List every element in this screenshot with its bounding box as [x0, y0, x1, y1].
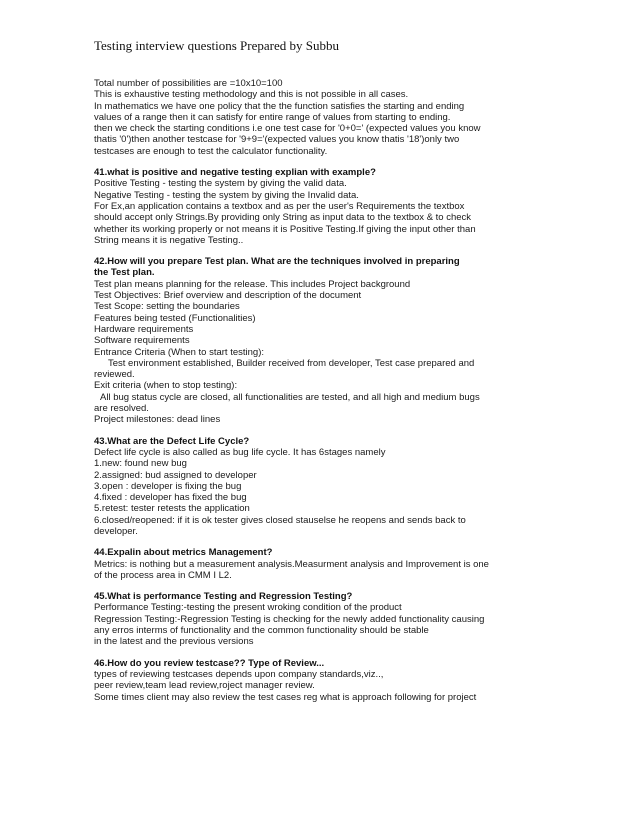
document-body [94, 78, 564, 703]
text-line: String means it is negative Testing.. [94, 234, 244, 246]
text-line: should accept only Strings.By providing only String as input data to the textbox & to check [94, 212, 472, 224]
text-line: 3.open : developer is fixing the bug [94, 480, 242, 492]
intro-section [94, 78, 564, 157]
text-line: values of a range then it can satisfy for entire range of values from starting to ending. [94, 111, 451, 123]
section-gap [94, 648, 564, 658]
question-46-section [94, 658, 564, 703]
question-heading: 41.what is positive and negative testing explian with example? [94, 167, 376, 179]
text-line: types of reviewing testcases depends upon company standards,viz.., [94, 668, 384, 680]
text-line: This is exhaustive testing methodology and this is not possible in all cases. [94, 89, 409, 101]
text-line: any erros interms of functionality and the common functionality should be stable [94, 625, 429, 637]
question-heading: 45.What is performance Testing and Regression Testing? [94, 591, 353, 603]
text-line: Hardware requirements [94, 323, 194, 335]
section-gap [94, 157, 564, 167]
text-line: Performance Testing:-testing the present wroking condition of the product [94, 602, 402, 614]
text-line: Project milestones: dead lines [94, 414, 221, 426]
text-line: Test Objectives: Brief overview and description of the document [94, 290, 362, 302]
text-line: thatis '0')then another testcase for '9+9='(expected values you know thatis '18')only two [94, 134, 460, 146]
text-line: Some times client may also review the test cases reg what is approach following for project [94, 691, 477, 703]
question-41-section [94, 167, 564, 246]
text-line: Entrance Criteria (When to start testing): [94, 346, 265, 358]
question-heading: 44.Expalin about metrics Management? [94, 547, 273, 559]
text-line: Exit criteria (when to stop testing): [94, 380, 238, 392]
text-line: Software requirements [94, 335, 190, 347]
text-line: Features being tested (Functionalities) [94, 312, 256, 324]
text-line: 2.assigned: bud assigned to developer [94, 469, 257, 481]
question-heading: 46.How do you review testcase?? Type of Review... [94, 657, 325, 669]
text-line: Defect life cycle is also called as bug life cycle. It has 6stages namely [94, 446, 386, 458]
text-line: Test Scope: setting the boundaries [94, 301, 240, 313]
text-line: Negative Testing - testing the system by giving the Invalid data. [94, 189, 359, 201]
text-line: 4.fixed : developer has fixed the bug [94, 492, 247, 504]
text-line: of the process area in CMM I L2. [94, 569, 232, 581]
section-gap [94, 537, 564, 547]
question-45-section [94, 591, 564, 647]
text-line: are resolved. [94, 403, 149, 415]
question-44-section [94, 547, 564, 581]
section-gap [94, 581, 564, 591]
text-line: Test environment established, Builder received from developer, Test case prepared and [108, 357, 475, 369]
text-line: Test plan means planning for the release. This includes Project background [94, 278, 411, 290]
text-line: Regression Testing:-Regression Testing is checking for the newly added functionality causing [94, 613, 485, 625]
page-header: Testing interview questions Prepared by Subbu [94, 38, 339, 53]
section-gap [94, 426, 564, 436]
text-line: 6.closed/reopened: if it is ok tester gives closed stauselse he reopens and sends back to [94, 514, 466, 526]
text-line: testcases are enough to test the calculator functionality. [94, 145, 328, 157]
text-line: in the latest and the previous versions [94, 636, 254, 648]
text-line: developer. [94, 525, 138, 537]
question-43-section [94, 436, 564, 538]
section-gap [94, 246, 564, 256]
text-line: 1.new: found new bug [94, 458, 187, 470]
text-line: In mathematics we have one policy that the the function satisfies the starting and ending [94, 100, 465, 112]
text-line: peer review,team lead review,roject manager review. [94, 680, 315, 692]
text-line: reviewed. [94, 369, 135, 381]
text-line: Metrics: is nothing but a measurement analysis.Measurment analysis and Improvement is one [94, 558, 489, 570]
text-line: Positive Testing - testing the system by giving the valid data. [94, 178, 347, 190]
text-line: whether its working properly or not means it is Positive Testing.If giving the input other than [94, 223, 476, 235]
question-heading: the Test plan. [94, 267, 155, 279]
text-line: All bug status cycle are closed, all functionalities are tested, and all high and medium bugs [100, 391, 480, 403]
text-line: Total number of possibilities are =10x10=100 [94, 78, 283, 89]
question-heading: 43.What are the Defect Life Cycle? [94, 435, 250, 447]
question-42-section [94, 256, 564, 425]
text-line: For Ex,an application contains a textbox and as per the user's Requirements the textbox [94, 200, 465, 212]
question-heading: 42.How will you prepare Test plan. What are the techniques involved in preparing [94, 256, 460, 268]
text-line: then we check the starting conditions i.e one test case for '0+0=' (expected values you know [94, 123, 481, 135]
text-line: 5.retest: tester retests the application [94, 503, 250, 515]
